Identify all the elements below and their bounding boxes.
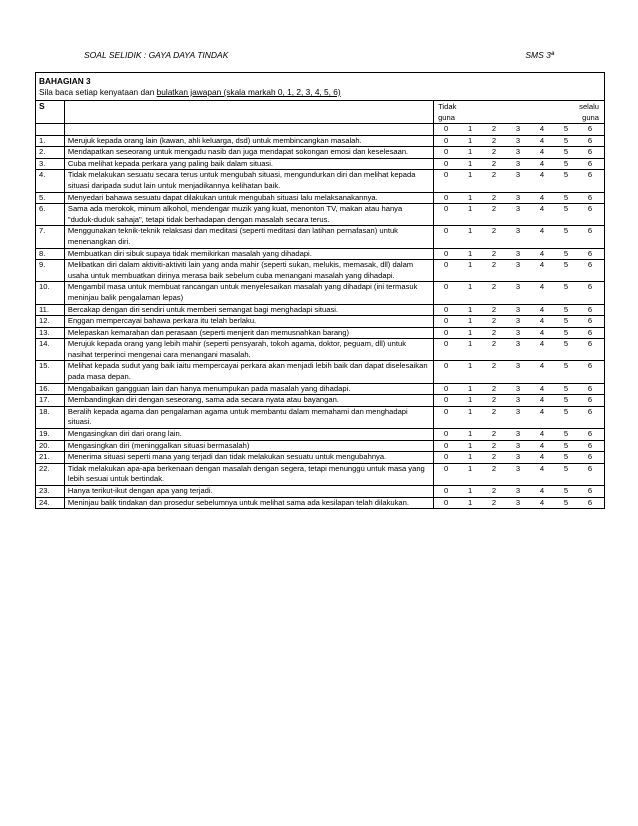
item-number: 22.: [36, 463, 64, 485]
rating-option-5[interactable]: 5: [563, 497, 569, 507]
rating-option-5[interactable]: 5: [563, 260, 569, 270]
rating-option-0[interactable]: 0: [443, 339, 449, 349]
rating-option-6[interactable]: 6: [587, 316, 593, 326]
rating-option-0[interactable]: 0: [443, 452, 449, 462]
table-row: [36, 192, 604, 204]
rating-option-4[interactable]: 4: [539, 147, 545, 157]
rating-option-1[interactable]: 1: [467, 463, 473, 473]
rating-option-0[interactable]: 0: [443, 327, 449, 337]
rating-options: [434, 158, 604, 170]
rating-option-3[interactable]: 3: [515, 158, 521, 168]
item-statement: Melihat kepada sudut yang baik iaitu mempercayai perkara akan menjadi lebih baik dan dapat diselesaikan pada masa depan.: [64, 361, 433, 383]
item-statement: Sama ada merokok, minum alkohol, mendengar muzik yang kuat, menonton TV, makan atau hanya "duduk-duduk sahaja", tetapi tidak berhadapan dengan masalah secara terus.: [64, 204, 433, 226]
rating-option-3[interactable]: 3: [515, 339, 521, 349]
table-row: [36, 440, 604, 452]
item-number: 9.: [36, 260, 64, 282]
item-statement: Tidak melakukan apa-apa berkenaan dengan masalah dengan segera, tetapi menunggu untuk masa yang lebih sesuai untuk bertindak.: [64, 463, 433, 485]
table-row: [36, 383, 604, 395]
rating-options: [434, 204, 604, 226]
section-header: [36, 73, 604, 101]
item-statement: Melepaskan kemarahan dan perasaan (seperti menjerit dan memusnahkan barang): [64, 327, 433, 339]
rating-option-6[interactable]: 6: [587, 395, 593, 405]
table-header-row: [36, 101, 604, 124]
rating-options: [434, 406, 604, 428]
scale-value: 2: [491, 124, 497, 133]
scale-value: 1: [467, 124, 473, 133]
rating-option-5[interactable]: 5: [563, 327, 569, 337]
rating-option-6[interactable]: 6: [587, 248, 593, 258]
scale-numbers-row: [36, 124, 604, 136]
rating-option-2[interactable]: 2: [491, 304, 497, 314]
scale-value: 0: [443, 124, 449, 133]
rating-option-6[interactable]: 6: [587, 440, 593, 450]
table-row: [36, 304, 604, 316]
rating-option-6[interactable]: 6: [587, 339, 593, 349]
rating-option-0[interactable]: 0: [443, 226, 449, 236]
item-number: 18.: [36, 406, 64, 428]
rating-option-1[interactable]: 1: [467, 452, 473, 462]
rating-option-6[interactable]: 6: [587, 192, 593, 202]
rating-option-3[interactable]: 3: [515, 248, 521, 258]
rating-option-2[interactable]: 2: [491, 406, 497, 416]
rating-option-0[interactable]: 0: [443, 463, 449, 473]
rating-option-2[interactable]: 2: [491, 248, 497, 258]
rating-option-4[interactable]: 4: [539, 304, 545, 314]
rating-option-4[interactable]: 4: [539, 327, 545, 337]
item-statement: Meninjau balik tindakan dan prosedur sebelumnya untuk melihat sama ada kesilapan telah dilakukan.: [64, 497, 433, 508]
rating-option-1[interactable]: 1: [467, 327, 473, 337]
rating-option-5[interactable]: 5: [563, 248, 569, 258]
rating-options: [434, 147, 604, 159]
rating-options: [434, 170, 604, 192]
rating-option-4[interactable]: 4: [539, 406, 545, 416]
item-number: 17.: [36, 395, 64, 407]
rating-option-6[interactable]: 6: [587, 429, 593, 439]
rating-option-0[interactable]: 0: [443, 406, 449, 416]
rating-option-5[interactable]: 5: [563, 316, 569, 326]
rating-option-2[interactable]: 2: [491, 282, 497, 292]
rating-option-1[interactable]: 1: [467, 361, 473, 371]
item-number: 19.: [36, 429, 64, 441]
rating-options: [434, 463, 604, 485]
rating-option-0[interactable]: 0: [443, 204, 449, 214]
rating-option-6[interactable]: 6: [587, 463, 593, 473]
rating-option-1[interactable]: 1: [467, 339, 473, 349]
rating-option-5[interactable]: 5: [563, 395, 569, 405]
rating-option-6[interactable]: 6: [587, 383, 593, 393]
rating-option-3[interactable]: 3: [515, 316, 521, 326]
rating-option-2[interactable]: 2: [491, 463, 497, 473]
rating-option-4[interactable]: 4: [539, 440, 545, 450]
rating-option-3[interactable]: 3: [515, 170, 521, 180]
table-row: [36, 497, 604, 508]
item-statement: Membandingkan diri dengan seseorang, sama ada secara nyata atau bayangan.: [64, 395, 433, 407]
rating-option-2[interactable]: 2: [491, 383, 497, 393]
rating-options: [434, 339, 604, 361]
rating-option-0[interactable]: 0: [443, 158, 449, 168]
rating-option-6[interactable]: 6: [587, 497, 593, 507]
table-row: [36, 204, 604, 226]
rating-option-2[interactable]: 2: [491, 339, 497, 349]
item-number: 24.: [36, 497, 64, 508]
rating-option-4[interactable]: 4: [539, 226, 545, 236]
rating-option-1[interactable]: 1: [467, 406, 473, 416]
table-row: [36, 463, 604, 485]
rating-option-6[interactable]: 6: [587, 147, 593, 157]
rating-option-2[interactable]: 2: [491, 226, 497, 236]
rating-option-2[interactable]: 2: [491, 158, 497, 168]
table-row: [36, 316, 604, 328]
scale-value: 6: [587, 124, 593, 133]
rating-option-4[interactable]: 4: [539, 135, 545, 145]
item-number: 16.: [36, 383, 64, 395]
item-statement: Enggan mempercayai bahawa perkara itu telah berlaku.: [64, 316, 433, 328]
item-number: 8.: [36, 248, 64, 260]
rating-option-2[interactable]: 2: [491, 327, 497, 337]
rating-option-4[interactable]: 4: [539, 361, 545, 371]
rating-options: [434, 452, 604, 464]
table-row: [36, 339, 604, 361]
rating-option-1[interactable]: 1: [467, 316, 473, 326]
rating-options: [434, 226, 604, 248]
item-statement: Merujuk kepada orang lain (kawan, ahli keluarga, dsd) untuk membincangkan masalah.: [64, 135, 433, 147]
rating-option-3[interactable]: 3: [515, 282, 521, 292]
rating-option-0[interactable]: 0: [443, 429, 449, 439]
rating-option-2[interactable]: 2: [491, 170, 497, 180]
rating-option-1[interactable]: 1: [467, 429, 473, 439]
rating-option-3[interactable]: 3: [515, 327, 521, 337]
rating-option-3[interactable]: 3: [515, 204, 521, 214]
rating-option-4[interactable]: 4: [539, 463, 545, 473]
rating-option-1[interactable]: 1: [467, 170, 473, 180]
rating-option-1[interactable]: 1: [467, 147, 473, 157]
rating-option-5[interactable]: 5: [563, 135, 569, 145]
rating-option-6[interactable]: 6: [587, 452, 593, 462]
rating-option-2[interactable]: 2: [491, 147, 497, 157]
rating-option-4[interactable]: 4: [539, 486, 545, 495]
rating-option-6[interactable]: 6: [587, 135, 593, 145]
item-number: 20.: [36, 440, 64, 452]
rating-option-1[interactable]: 1: [467, 440, 473, 450]
scale-value: 4: [539, 124, 545, 133]
item-number: 11.: [36, 304, 64, 316]
rating-option-5[interactable]: 5: [563, 192, 569, 202]
rating-option-3[interactable]: 3: [515, 395, 521, 405]
item-number: 5.: [36, 192, 64, 204]
rating-option-3[interactable]: 3: [515, 463, 521, 473]
table-row: [36, 226, 604, 248]
rating-option-0[interactable]: 0: [443, 260, 449, 270]
rating-option-6[interactable]: 6: [587, 260, 593, 270]
rating-option-1[interactable]: 1: [467, 395, 473, 405]
rating-option-0[interactable]: 0: [443, 135, 449, 145]
rating-option-1[interactable]: 1: [467, 226, 473, 236]
rating-option-6[interactable]: 6: [587, 226, 593, 236]
rating-option-2[interactable]: 2: [491, 440, 497, 450]
rating-option-6[interactable]: 6: [587, 158, 593, 168]
rating-option-1[interactable]: 1: [467, 204, 473, 214]
statement-header: [64, 101, 433, 124]
table-row: [36, 282, 604, 304]
rating-option-2[interactable]: 2: [491, 135, 497, 145]
item-number: 3.: [36, 158, 64, 170]
item-number: 12.: [36, 316, 64, 328]
rating-option-4[interactable]: 4: [539, 192, 545, 202]
item-number: 7.: [36, 226, 64, 248]
rating-option-5[interactable]: 5: [563, 226, 569, 236]
scale-header: [434, 101, 604, 124]
rating-option-1[interactable]: 1: [467, 135, 473, 145]
rating-option-3[interactable]: 3: [515, 406, 521, 416]
rating-options: [434, 304, 604, 316]
rating-option-1[interactable]: 1: [467, 497, 473, 507]
questionnaire-title: SOAL SELIDIK : GAYA DAYA TINDAK: [84, 50, 229, 60]
rating-option-5[interactable]: 5: [563, 361, 569, 371]
document-code: SMS 3ª: [525, 50, 554, 60]
rating-option-6[interactable]: 6: [587, 304, 593, 314]
rating-option-6[interactable]: 6: [587, 282, 593, 292]
rating-option-1[interactable]: 1: [467, 158, 473, 168]
rating-option-1[interactable]: 1: [467, 192, 473, 202]
rating-option-1[interactable]: 1: [467, 383, 473, 393]
table-row: [36, 170, 604, 192]
item-number: 10.: [36, 282, 64, 304]
rating-option-0[interactable]: 0: [443, 147, 449, 157]
rating-option-5[interactable]: 5: [563, 463, 569, 473]
rating-option-2[interactable]: 2: [491, 452, 497, 462]
rating-option-1[interactable]: 1: [467, 486, 473, 495]
questionnaire-table: [36, 101, 604, 508]
item-statement: Hanya terikut-ikut dengan apa yang terjadi.: [64, 486, 433, 498]
rating-option-5[interactable]: 5: [563, 204, 569, 214]
table-row: [36, 260, 604, 282]
scale-high-label: selalu guna: [579, 102, 599, 122]
item-number: 14.: [36, 339, 64, 361]
item-statement: Membuatkan diri sibuk supaya tidak memikirkan masalah yang dihadapi.: [64, 248, 433, 260]
item-number: 13.: [36, 327, 64, 339]
rating-option-5[interactable]: 5: [563, 383, 569, 393]
item-statement: Merujuk kepada orang yang lebih mahir (seperti pensyarah, tokoh agama, doktor, peguam, dll) untuk nasihat terperinci mengenai cara menangani masalah.: [64, 339, 433, 361]
rating-option-5[interactable]: 5: [563, 339, 569, 349]
item-number: 4.: [36, 170, 64, 192]
item-statement: Melibatkan diri dalam aktiviti-aktiviti lain yang anda mahir (seperti sukan, melukis, memasak, dll) dalam usaha untuk membuatkan dirinya merasa baik sebelum cuba menangani masalah yang dihadapi.: [64, 260, 433, 282]
rating-option-4[interactable]: 4: [539, 452, 545, 462]
rating-option-4[interactable]: 4: [539, 429, 545, 439]
table-row: [36, 158, 604, 170]
item-statement: Menyedari bahawa sesuatu dapat dilakukan untuk mengubah situasi lalu melaksanakannya.: [64, 192, 433, 204]
rating-option-5[interactable]: 5: [563, 170, 569, 180]
rating-option-0[interactable]: 0: [443, 248, 449, 258]
rating-option-1[interactable]: 1: [467, 248, 473, 258]
table-row: [36, 135, 604, 147]
rating-option-0[interactable]: 0: [443, 383, 449, 393]
table-row: [36, 452, 604, 464]
item-statement: Mengabaikan gangguan lain dan hanya menumpukan pada masalah yang dihadapi.: [64, 383, 433, 395]
rating-options: [434, 192, 604, 204]
rating-options: [434, 327, 604, 339]
rating-option-3[interactable]: 3: [515, 260, 521, 270]
rating-option-5[interactable]: 5: [563, 147, 569, 157]
rating-option-2[interactable]: 2: [491, 486, 497, 495]
rating-option-3[interactable]: 3: [515, 147, 521, 157]
rating-option-1[interactable]: 1: [467, 282, 473, 292]
item-number: 1.: [36, 135, 64, 147]
rating-options: [434, 361, 604, 383]
rating-option-3[interactable]: 3: [515, 486, 521, 495]
rating-option-3[interactable]: 3: [515, 361, 521, 371]
rating-option-2[interactable]: 2: [491, 497, 497, 507]
rating-option-4[interactable]: 4: [539, 395, 545, 405]
rating-options: [434, 316, 604, 328]
rating-option-0[interactable]: 0: [443, 170, 449, 180]
rating-options: [434, 383, 604, 395]
rating-option-3[interactable]: 3: [515, 304, 521, 314]
rating-option-5[interactable]: 5: [563, 452, 569, 462]
item-statement: Mendapatkan seseorang untuk mengadu nasib dan juga mendapat sokongan emosi dan keselesaan.: [64, 147, 433, 159]
rating-option-3[interactable]: 3: [515, 429, 521, 439]
item-statement: Mengambil masa untuk membuat rancangan untuk menyelesaikan masalah yang dihadapi (ini termasuk meninjau balik pengalaman lepas): [64, 282, 433, 304]
rating-option-2[interactable]: 2: [491, 192, 497, 202]
rating-option-0[interactable]: 0: [443, 440, 449, 450]
rating-option-0[interactable]: 0: [443, 486, 449, 495]
rating-option-4[interactable]: 4: [539, 248, 545, 258]
table-row: [36, 147, 604, 159]
rating-option-4[interactable]: 4: [539, 497, 545, 507]
rating-option-6[interactable]: 6: [587, 361, 593, 371]
rating-option-2[interactable]: 2: [491, 316, 497, 326]
rating-option-4[interactable]: 4: [539, 204, 545, 214]
scale-value: 3: [515, 124, 521, 133]
item-number: 15.: [36, 361, 64, 383]
rating-option-3[interactable]: 3: [515, 226, 521, 236]
instruction-underlined: bulatkan jawapan (skala markah 0, 1, 2, 3, 4, 5, 6): [156, 87, 341, 97]
rating-option-4[interactable]: 4: [539, 316, 545, 326]
item-number: 21.: [36, 452, 64, 464]
empty-cell: [36, 124, 64, 136]
rating-option-5[interactable]: 5: [563, 486, 569, 495]
item-statement: Mengasingkan diri (meninggalkan situasi bermasalah): [64, 440, 433, 452]
rating-options: [434, 497, 604, 508]
rating-option-4[interactable]: 4: [539, 282, 545, 292]
rating-option-1[interactable]: 1: [467, 304, 473, 314]
rating-option-6[interactable]: 6: [587, 486, 593, 495]
item-statement: Menerima situasi seperti mana yang terjadi dan tidak melakukan sesuatu untuk mengubahnya.: [64, 452, 433, 464]
instruction-text: Sila baca setiap kenyataan dan: [39, 87, 157, 97]
rating-option-6[interactable]: 6: [587, 204, 593, 214]
item-statement: Menggunakan teknik-teknik relaksasi dan meditasi (seperti meditasi dan latihan pernafasan) untuk menenangkan diri.: [64, 226, 433, 248]
rating-option-5[interactable]: 5: [563, 406, 569, 416]
rating-option-5[interactable]: 5: [563, 282, 569, 292]
item-statement: Beralih kepada agama dan pengalaman agama untuk membantu dalam memahami dan menghadapi situasi.: [64, 406, 433, 428]
table-row: [36, 395, 604, 407]
rating-option-0[interactable]: 0: [443, 395, 449, 405]
rating-option-5[interactable]: 5: [563, 304, 569, 314]
rating-option-4[interactable]: 4: [539, 383, 545, 393]
rating-option-2[interactable]: 2: [491, 429, 497, 439]
item-statement: Tidak melakukan sesuatu secara terus untuk mengubah situasi, mengundurkan diri dan melihat kepada situasi daripada sudut lain untuk menjadikannya kelihatan baik.: [64, 170, 433, 192]
section-title: BAHAGIAN 3: [39, 76, 91, 86]
scale-numbers: [434, 124, 604, 136]
rating-options: [434, 248, 604, 260]
rating-option-5[interactable]: 5: [563, 429, 569, 439]
table-row: [36, 406, 604, 428]
table-row: [36, 486, 604, 498]
item-statement: Cuba melihat kepada perkara yang paling baik dalam situasi.: [64, 158, 433, 170]
scale-low-label: Tidak guna: [438, 102, 457, 122]
item-number: 6.: [36, 204, 64, 226]
rating-option-6[interactable]: 6: [587, 327, 593, 337]
rating-options: [434, 486, 604, 498]
rating-option-6[interactable]: 6: [587, 170, 593, 180]
rating-option-5[interactable]: 5: [563, 158, 569, 168]
rating-option-2[interactable]: 2: [491, 204, 497, 214]
rating-option-0[interactable]: 0: [443, 282, 449, 292]
rating-option-0[interactable]: 0: [443, 361, 449, 371]
rating-option-1[interactable]: 1: [467, 260, 473, 270]
rating-options: [434, 440, 604, 452]
item-number: 23.: [36, 486, 64, 498]
rating-option-2[interactable]: 2: [491, 395, 497, 405]
rating-options: [434, 429, 604, 441]
table-row: [36, 327, 604, 339]
rating-option-4[interactable]: 4: [539, 158, 545, 168]
rating-option-4[interactable]: 4: [539, 339, 545, 349]
rating-option-3[interactable]: 3: [515, 440, 521, 450]
table-row: [36, 248, 604, 260]
rating-option-0[interactable]: 0: [443, 316, 449, 326]
scale-value: 5: [563, 124, 569, 133]
rating-option-4[interactable]: 4: [539, 260, 545, 270]
column-s-header: S: [36, 101, 64, 124]
rating-option-4[interactable]: 4: [539, 170, 545, 180]
table-row: [36, 361, 604, 383]
section-instruction: [39, 87, 601, 98]
table-row: [36, 429, 604, 441]
rating-option-0[interactable]: 0: [443, 304, 449, 314]
rating-option-3[interactable]: 3: [515, 497, 521, 507]
rating-options: [434, 395, 604, 407]
rating-option-3[interactable]: 3: [515, 135, 521, 145]
rating-option-5[interactable]: 5: [563, 440, 569, 450]
rating-option-3[interactable]: 3: [515, 452, 521, 462]
questionnaire-sheet: [35, 72, 605, 509]
rating-option-2[interactable]: 2: [491, 361, 497, 371]
item-number: 2.: [36, 147, 64, 159]
rating-option-3[interactable]: 3: [515, 192, 521, 202]
rating-option-0[interactable]: 0: [443, 192, 449, 202]
rating-option-0[interactable]: 0: [443, 497, 449, 507]
rating-option-2[interactable]: 2: [491, 260, 497, 270]
rating-options: [434, 135, 604, 147]
rating-options: [434, 260, 604, 282]
item-statement: Mengasingkan diri dari orang lain.: [64, 429, 433, 441]
rating-option-6[interactable]: 6: [587, 406, 593, 416]
empty-cell: [64, 124, 433, 136]
page-header: [84, 50, 554, 64]
rating-option-3[interactable]: 3: [515, 383, 521, 393]
rating-options: [434, 282, 604, 304]
item-statement: Bercakap dengan diri sendiri untuk memberi semangat bagi menghadapi situasi.: [64, 304, 433, 316]
